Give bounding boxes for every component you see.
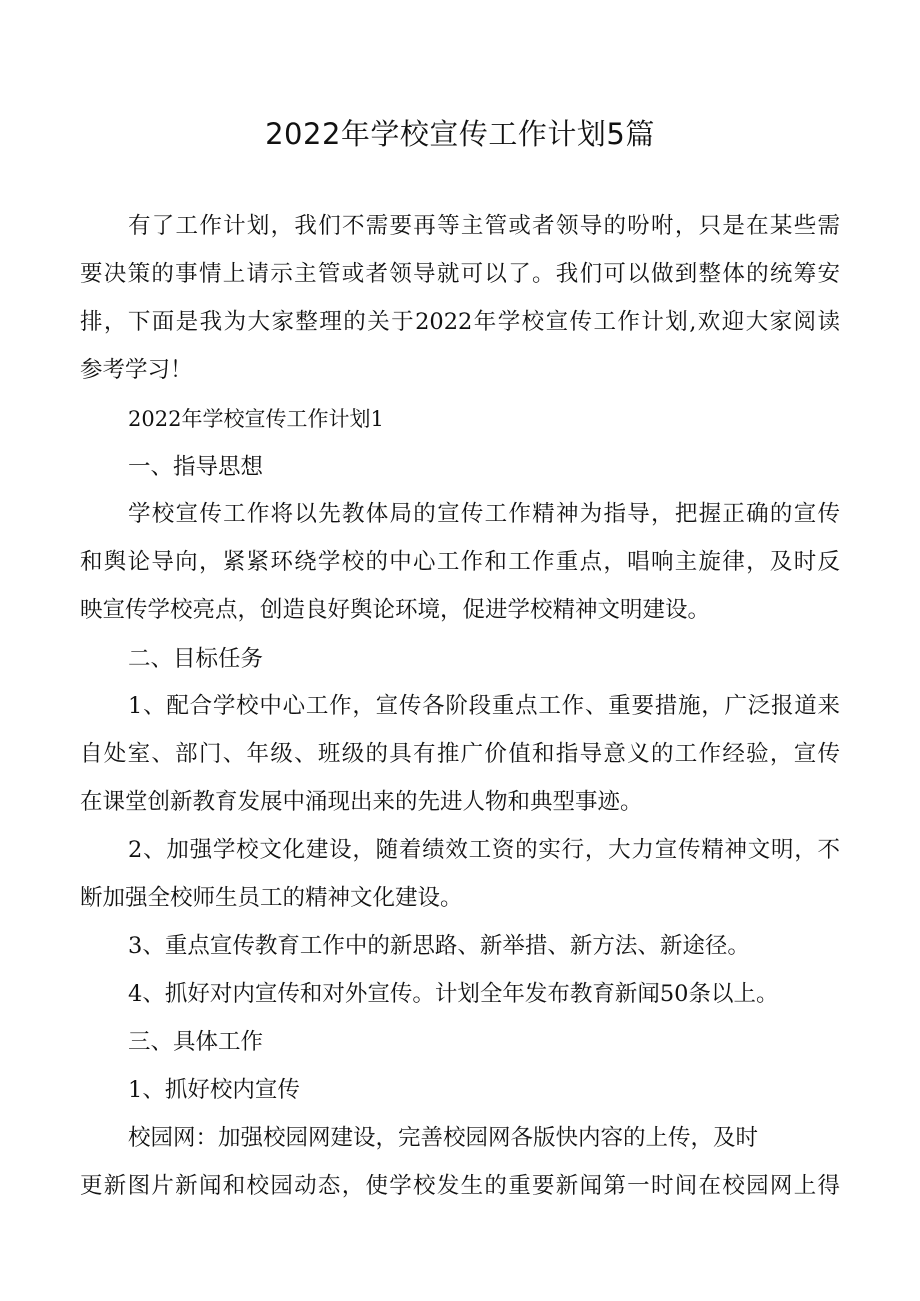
paragraph-line: 4、抓好对内宣传和对外宣传。计划全年发布教育新闻50条以上。 [128, 981, 779, 1007]
paragraph-line: 在课堂创新教育发展中涌现出来的先进人物和典型事迹。 [80, 789, 643, 815]
paragraph-line: 排，下面是我为大家整理的关于2022年学校宣传工作计划,欢迎大家阅读 [80, 309, 840, 335]
paragraph-line: 有了工作计划，我们不需要再等主管或者领导的吩咐，只是在某些需 [128, 213, 840, 239]
subsection-heading: 1、抓好校内宣传 [128, 1077, 300, 1103]
paragraph-line: 3、重点宣传教育工作中的新思路、新举措、新方法、新途径。 [128, 933, 750, 959]
paragraph-line: 要决策的事情上请示主管或者领导就可以了。我们可以做到整体的统筹安 [80, 261, 840, 287]
paragraph-line: 参考学习！ [80, 357, 193, 383]
section-heading: 一、指导思想 [128, 454, 264, 480]
paragraph-line: 2、加强学校文化建设，随着绩效工资的实行，大力宣传精神文明，不 [128, 837, 840, 863]
paragraph-line: 学校宣传工作将以先教体局的宣传工作精神为指导，把握正确的宣传 [128, 501, 840, 527]
document-title: 2022年学校宣传工作计划5篇 [265, 117, 655, 151]
paragraph-line: 映宣传学校亮点，创造良好舆论环境，促进学校精神文明建设。 [80, 597, 711, 623]
paragraph-line: 断加强全校师生员工的精神文化建设。 [80, 885, 463, 911]
paragraph-line: 更新图片新闻和校园动态，使学校发生的重要新闻第一时间在校园网上得 [80, 1173, 840, 1199]
paragraph-line: 和舆论导向，紧紧环绕学校的中心工作和工作重点，唱响主旋律，及时反 [80, 549, 840, 575]
paragraph-line: 1、配合学校中心工作，宣传各阶段重点工作、重要措施，广泛报道来 [128, 693, 840, 719]
paragraph-line: 校园网：加强校园网建设，完善校园网各版快内容的上传，及时 [128, 1125, 759, 1151]
section-heading: 三、具体工作 [128, 1029, 264, 1055]
section-heading: 2022年学校宣传工作计划1 [128, 407, 384, 431]
paragraph-line: 自处室、部门、年级、班级的具有推广价值和指导意义的工作经验，宣传 [80, 741, 840, 767]
section-heading: 二、目标任务 [128, 646, 264, 672]
